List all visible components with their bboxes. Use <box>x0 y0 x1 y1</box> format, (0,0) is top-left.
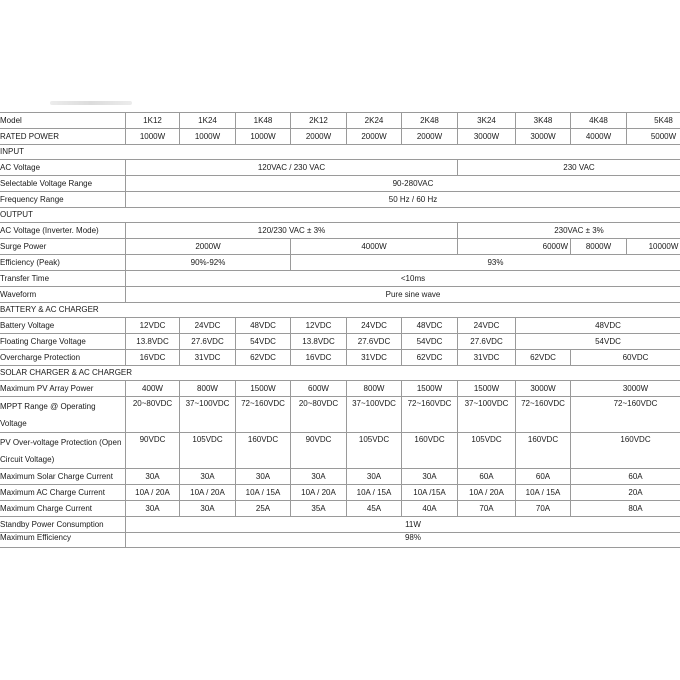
cell: 60A <box>516 469 571 485</box>
floating-charge-row <box>0 334 680 350</box>
cell: 48VDC <box>236 318 291 334</box>
cell: 45A <box>347 501 402 517</box>
surge-power-row <box>0 239 680 255</box>
pv-overvoltage-row <box>0 433 680 469</box>
cell: 160VDC <box>516 433 571 469</box>
cell: 70A <box>516 501 571 517</box>
cell: 27.6VDC <box>347 334 402 350</box>
standby-power-row <box>0 517 680 533</box>
cell: <10ms <box>126 271 680 287</box>
faint-header-mark <box>50 101 132 105</box>
cell: 72~160VDC <box>571 397 680 433</box>
cell: 120VAC / 230 VAC <box>126 160 458 176</box>
cell: 3000W <box>516 381 571 397</box>
spec-sheet <box>0 112 680 570</box>
output-ac-voltage-row <box>0 223 680 239</box>
cell: 90%-92% <box>126 255 291 271</box>
cell: 2000W <box>126 239 291 255</box>
cell: 20A <box>571 485 680 501</box>
cell: 35A <box>291 501 347 517</box>
row-label: Maximum AC Charge Current <box>0 485 126 501</box>
cell: 2000W <box>347 129 402 145</box>
cell: 31VDC <box>458 350 516 366</box>
cell: 800W <box>347 381 402 397</box>
cell: 400W <box>126 381 180 397</box>
cell: 10A / 20A <box>458 485 516 501</box>
cell: 93% <box>291 255 680 271</box>
cell: 11W <box>126 517 680 533</box>
cell: 10A / 15A <box>236 485 291 501</box>
cell: 54VDC <box>402 334 458 350</box>
cell: 48VDC <box>402 318 458 334</box>
cell: 20~80VDC <box>291 397 347 433</box>
mppt-range-row <box>0 397 680 433</box>
row-label: Maximum Charge Current <box>0 501 126 517</box>
cell: 800W <box>180 381 236 397</box>
section-solar <box>0 366 680 381</box>
cell: 13.8VDC <box>126 334 180 350</box>
row-label: Transfer Time <box>0 271 126 287</box>
cell: 8000W <box>571 239 627 255</box>
cell: 1500W <box>402 381 458 397</box>
frequency-range-row <box>0 192 680 208</box>
row-label: Frequency Range <box>0 192 126 208</box>
model-2k48: 2K48 <box>402 113 458 129</box>
cell: 13.8VDC <box>291 334 347 350</box>
row-label: MPPT Range @ Operating Voltage <box>0 397 126 433</box>
model-5k48: 5K48 <box>627 113 680 129</box>
model-3k48: 3K48 <box>516 113 571 129</box>
row-label: Overcharge Protection <box>0 350 126 366</box>
cell: 30A <box>126 501 180 517</box>
section-battery <box>0 303 680 318</box>
cell: 30A <box>126 469 180 485</box>
cell: 160VDC <box>402 433 458 469</box>
cell: 10A / 20A <box>180 485 236 501</box>
cell: 4000W <box>571 129 627 145</box>
model-1k24: 1K24 <box>180 113 236 129</box>
cell: 12VDC <box>291 318 347 334</box>
cell: 2000W <box>291 129 347 145</box>
row-label: Floating Charge Voltage <box>0 334 126 350</box>
input-ac-voltage-row <box>0 160 680 176</box>
section-title: BATTERY & AC CHARGER <box>0 303 680 318</box>
cell: 16VDC <box>291 350 347 366</box>
max-ac-charge-row <box>0 485 680 501</box>
cell: 30A <box>402 469 458 485</box>
cell: 10000W <box>627 239 680 255</box>
max-efficiency-row <box>0 533 680 548</box>
cell: 62VDC <box>402 350 458 366</box>
row-label: Maximum Efficiency <box>0 533 126 548</box>
cell: 31VDC <box>347 350 402 366</box>
cell: 54VDC <box>516 334 680 350</box>
overcharge-row <box>0 350 680 366</box>
cell: 160VDC <box>571 433 680 469</box>
cell: 72~160VDC <box>516 397 571 433</box>
row-label: Standby Power Consumption <box>0 517 126 533</box>
cell: 31VDC <box>180 350 236 366</box>
cell: 2000W <box>402 129 458 145</box>
model-3k24: 3K24 <box>458 113 516 129</box>
cell: 60A <box>458 469 516 485</box>
cell: 30A <box>180 469 236 485</box>
cell: 160VDC <box>236 433 291 469</box>
row-label: AC Voltage <box>0 160 126 176</box>
row-label: AC Voltage (Inverter. Mode) <box>0 223 126 239</box>
cell: 10A / 20A <box>126 485 180 501</box>
model-1k12: 1K12 <box>126 113 180 129</box>
row-label: Selectable Voltage Range <box>0 176 126 192</box>
waveform-row <box>0 287 680 303</box>
cell: 10A /15A <box>402 485 458 501</box>
selectable-range-row <box>0 176 680 192</box>
section-input <box>0 145 680 160</box>
cell: 60VDC <box>571 350 680 366</box>
row-label: Efficiency (Peak) <box>0 255 126 271</box>
cell: 30A <box>291 469 347 485</box>
cell: 40A <box>402 501 458 517</box>
row-label: RATED POWER <box>0 129 126 145</box>
cell: 3000W <box>516 129 571 145</box>
cell: 30A <box>236 469 291 485</box>
row-label: Battery Voltage <box>0 318 126 334</box>
efficiency-row <box>0 255 680 271</box>
section-output <box>0 208 680 223</box>
cell: 37~100VDC <box>347 397 402 433</box>
cell: 80A <box>571 501 680 517</box>
cell: 1000W <box>180 129 236 145</box>
cell: 60A <box>571 469 680 485</box>
cell: 600W <box>291 381 347 397</box>
cell: 70A <box>458 501 516 517</box>
cell: 1500W <box>236 381 291 397</box>
cell: 120/230 VAC ± 3% <box>126 223 458 239</box>
cell: 48VDC <box>516 318 680 334</box>
cell: 30A <box>180 501 236 517</box>
cell: 10A / 20A <box>291 485 347 501</box>
cell: 10A / 15A <box>347 485 402 501</box>
cell: 30A <box>347 469 402 485</box>
row-label: Waveform <box>0 287 126 303</box>
battery-voltage-row <box>0 318 680 334</box>
header-row <box>0 113 680 129</box>
max-charge-row <box>0 501 680 517</box>
max-pv-power-row <box>0 381 680 397</box>
spec-table <box>0 112 680 548</box>
row-label: Surge Power <box>0 239 126 255</box>
cell: 1500W <box>458 381 516 397</box>
model-4k48: 4K48 <box>571 113 627 129</box>
cell: 72~160VDC <box>236 397 291 433</box>
cell: Pure sine wave <box>126 287 680 303</box>
cell: 6000W <box>458 239 571 255</box>
cell: 90-280VAC <box>126 176 680 192</box>
transfer-time-row <box>0 271 680 287</box>
max-solar-charge-row <box>0 469 680 485</box>
model-2k24: 2K24 <box>347 113 402 129</box>
row-label: Maximum Solar Charge Current <box>0 469 126 485</box>
cell: 105VDC <box>180 433 236 469</box>
cell: 54VDC <box>236 334 291 350</box>
cell: 24VDC <box>458 318 516 334</box>
model-1k48: 1K48 <box>236 113 291 129</box>
cell: 37~100VDC <box>180 397 236 433</box>
cell: 4000W <box>291 239 458 255</box>
cell: 62VDC <box>516 350 571 366</box>
cell: 27.6VDC <box>458 334 516 350</box>
rated-power-row <box>0 129 680 145</box>
cell: 10A / 15A <box>516 485 571 501</box>
cell: 24VDC <box>347 318 402 334</box>
header-model: Model <box>0 113 126 129</box>
cell: 230 VAC <box>458 160 680 176</box>
cell: 90VDC <box>291 433 347 469</box>
cell: 90VDC <box>126 433 180 469</box>
section-title: SOLAR CHARGER & AC CHARGER <box>0 366 680 381</box>
cell: 16VDC <box>126 350 180 366</box>
section-title: OUTPUT <box>0 208 680 223</box>
cell: 25A <box>236 501 291 517</box>
cell: 105VDC <box>347 433 402 469</box>
row-label: Maximum PV Array Power <box>0 381 126 397</box>
cell: 62VDC <box>236 350 291 366</box>
cell: 27.6VDC <box>180 334 236 350</box>
cell: 230VAC ± 3% <box>458 223 680 239</box>
cell: 5000W <box>627 129 680 145</box>
row-label: PV Over-voltage Protection (Open Circuit Voltage) <box>0 433 126 469</box>
cell: 24VDC <box>180 318 236 334</box>
cell: 1000W <box>126 129 180 145</box>
cell: 72~160VDC <box>402 397 458 433</box>
cell: 12VDC <box>126 318 180 334</box>
model-2k12: 2K12 <box>291 113 347 129</box>
cell: 1000W <box>236 129 291 145</box>
cell: 20~80VDC <box>126 397 180 433</box>
cell: 3000W <box>571 381 680 397</box>
cell: 98% <box>126 533 680 548</box>
cell: 105VDC <box>458 433 516 469</box>
cell: 3000W <box>458 129 516 145</box>
cell: 37~100VDC <box>458 397 516 433</box>
cell: 50 Hz / 60 Hz <box>126 192 680 208</box>
section-title: INPUT <box>0 145 680 160</box>
